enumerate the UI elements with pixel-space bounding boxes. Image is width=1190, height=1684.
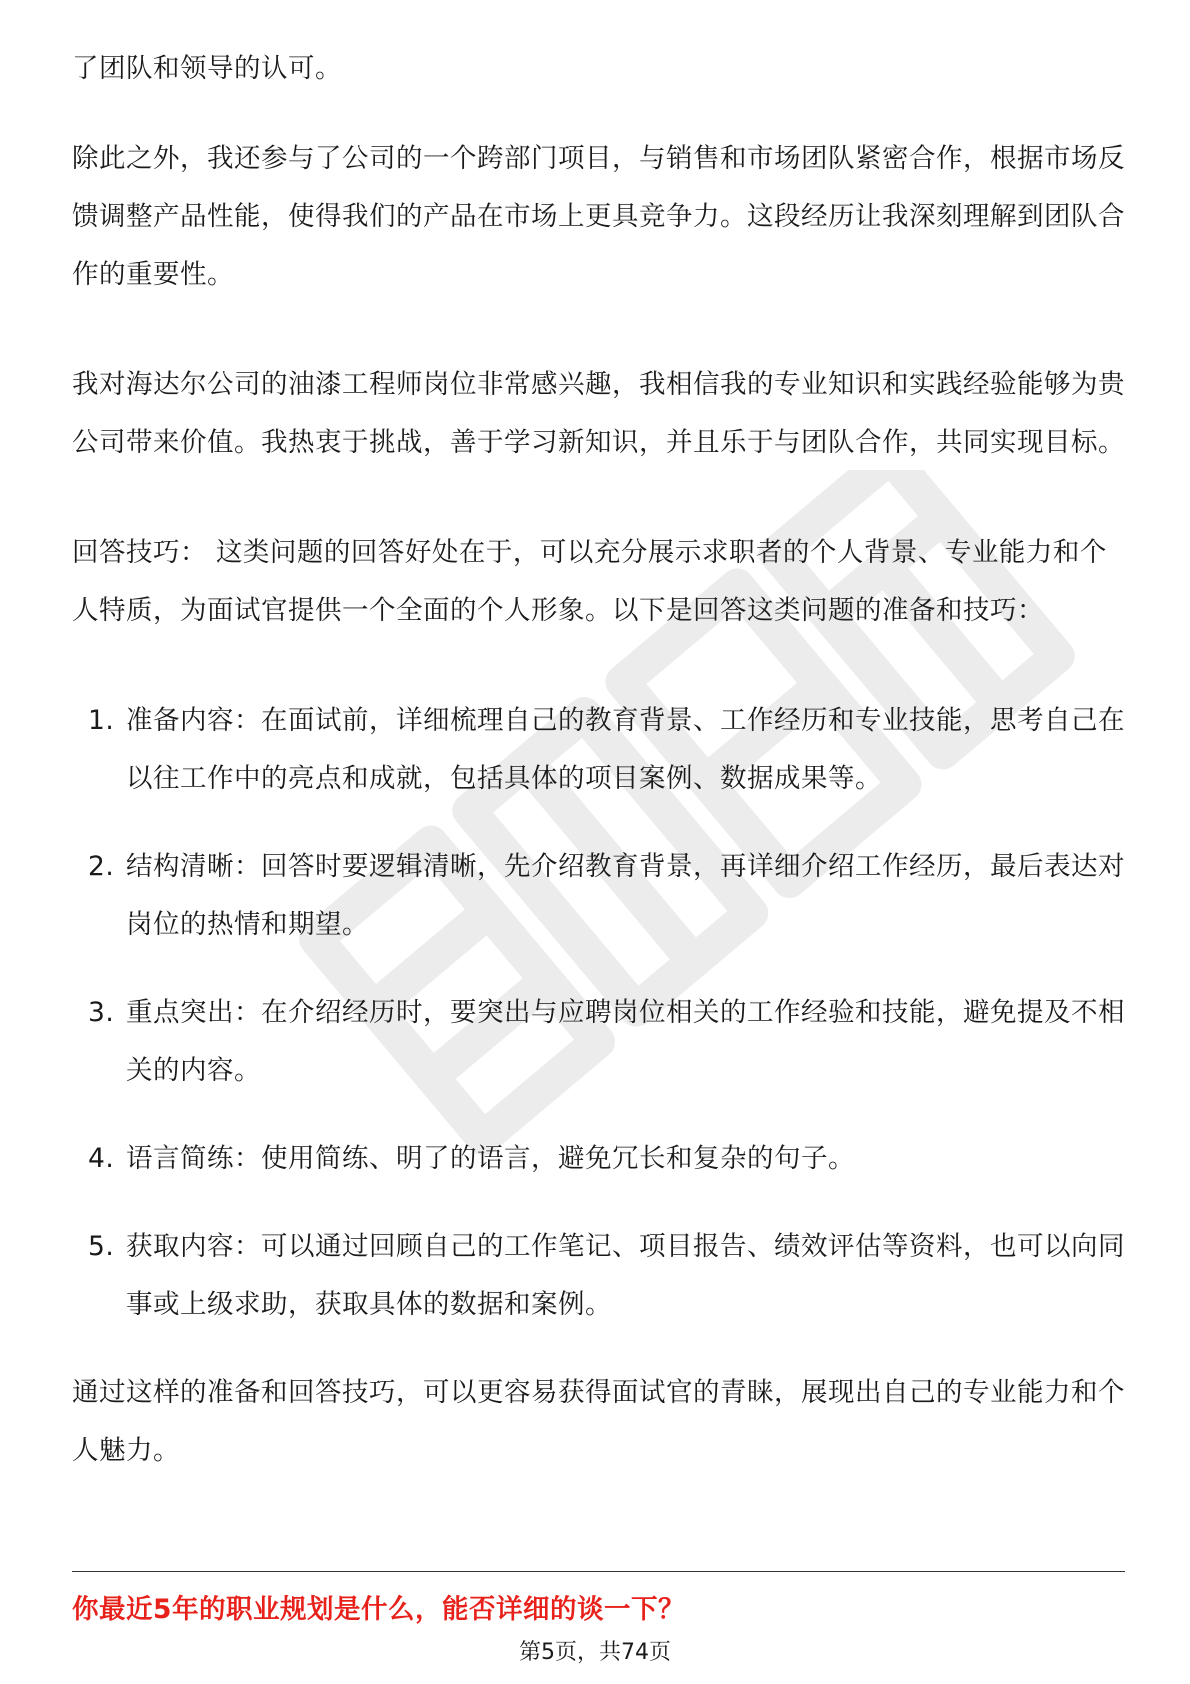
list-item xyxy=(72,692,1132,808)
tips-list xyxy=(72,692,1132,1334)
list-item xyxy=(72,1130,1132,1188)
list-number: 2. xyxy=(88,851,115,882)
list-number: 1. xyxy=(88,705,115,736)
list-item xyxy=(72,838,1132,954)
list-item-text: 语言简练：使用简练、明了的语言，避免冗长和复杂的句子。 xyxy=(126,1143,855,1174)
closing-paragraph: 通过这样的准备和回答技巧，可以更容易获得面试官的青睐，展现出自己的专业能力和个人魅力。 xyxy=(72,1377,1125,1466)
document-body xyxy=(72,40,1132,1532)
list-number: 3. xyxy=(88,997,115,1028)
list-item-text: 结构清晰：回答时要逻辑清晰，先介绍教育背景，再详细介绍工作经历，最后表达对岗位的热情和期望。 xyxy=(126,851,1125,940)
next-question-heading: 你最近5年的职业规划是什么，能否详细的谈一下？ xyxy=(72,1594,685,1625)
answer-tips-intro: 回答技巧： 这类问题的回答好处在于，可以充分展示求职者的个人背景、专业能力和个人特质，为面试官提供一个全面的个人形象。以下是回答这类问题的准备和技巧： xyxy=(72,537,1107,626)
list-number: 4. xyxy=(88,1143,115,1174)
list-item-text: 获取内容：可以通过回顾自己的工作笔记、项目报告、绩效评估等资料，也可以向同事或上级求助，获取具体的数据和案例。 xyxy=(126,1231,1125,1320)
paragraph: 了团队和领导的认可。 xyxy=(72,53,342,84)
paragraph: 我对海达尔公司的油漆工程师岗位非常感兴趣，我相信我的专业知识和实践经验能够为贵公司带来价值。我热衷于挑战，善于学习新知识，并且乐于与团队合作，共同实现目标。 xyxy=(72,369,1125,458)
paragraph: 除此之外，我还参与了公司的一个跨部门项目，与销售和市场团队紧密合作，根据市场反馈调整产品性能，使得我们的产品在市场上更具竞争力。这段经历让我深刻理解到团队合作的重要性。 xyxy=(72,143,1125,290)
list-item xyxy=(72,1218,1132,1334)
list-item-text: 重点突出：在介绍经历时，要突出与应聘岗位相关的工作经验和技能，避免提及不相关的内容。 xyxy=(126,997,1125,1086)
section-divider xyxy=(72,1571,1125,1572)
list-item-text: 准备内容：在面试前，详细梳理自己的教育背景、工作经历和专业技能，思考自己在以往工作中的亮点和成就，包括具体的项目案例、数据成果等。 xyxy=(126,705,1125,794)
list-item xyxy=(72,984,1132,1100)
list-number: 5. xyxy=(88,1231,115,1262)
page-number: 第5页，共74页 xyxy=(519,1640,671,1665)
